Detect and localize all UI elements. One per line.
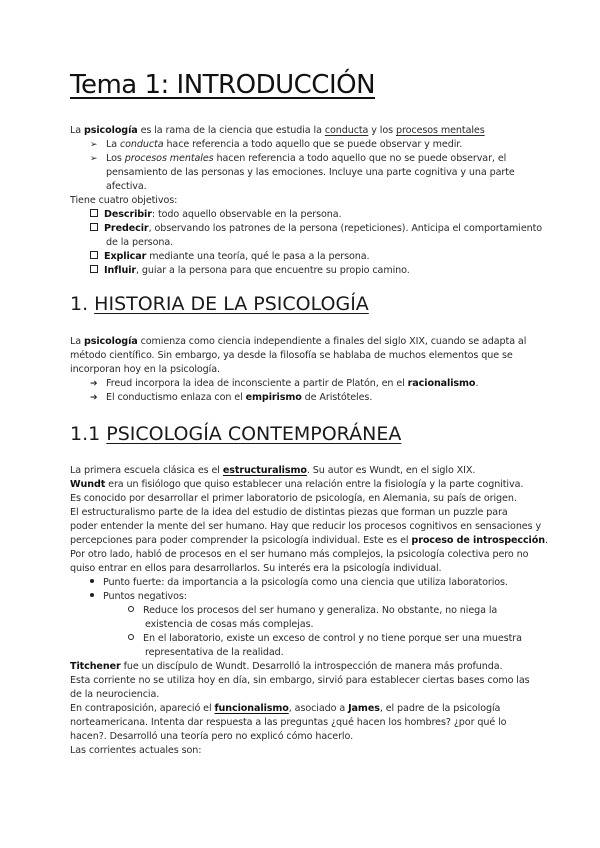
- list-item: Describir: todo aquello observable en la persona.: [90, 208, 342, 222]
- paragraph-line: Por otro lado, habló de procesos en el ser humano más complejos, la psicología colectiva pero no: [70, 549, 529, 560]
- list-item-continuation: representativa de la realidad.: [145, 647, 284, 658]
- objetivos-lead: Tiene cuatro objetivos:: [70, 195, 178, 206]
- list-item-continuation: de la persona.: [106, 237, 174, 248]
- paragraph-line: La psicología comienza como ciencia independiente a finales del siglo XIX, cuando se adapta al: [70, 336, 527, 347]
- bullet-icon: [90, 593, 94, 597]
- paragraph-line: norteamericana. Intenta dar respuesta a las preguntas ¿qué hacen los hombres? ¿por qué lo: [70, 717, 507, 728]
- paragraph-line: Wundt era un fisiólogo que quiso establecer una relación entre la fisiología y la parte cognitiva.: [70, 479, 524, 490]
- list-item: Predecir, observando los patrones de la persona (repeticiones). Anticipa el comportamiento: [90, 222, 542, 236]
- paragraph-line: El estructuralismo parte de la idea del estudio de distintas piezas que forman un puzzle para: [70, 507, 508, 518]
- paragraph-line: Es conocido por desarrollar el primer laboratorio de psicología, en Alemania, su país de origen.: [70, 493, 517, 504]
- list-item: Punto fuerte: da importancia a la psicología como una ciencia que utiliza laboratorios.: [90, 576, 508, 590]
- arrow-bullet-icon: ➢: [90, 154, 98, 164]
- list-item-continuation: existencia de cosas más complejas.: [145, 619, 314, 630]
- list-item: ➔ El conductismo enlaza con el empirismo de Aristóteles.: [90, 392, 373, 403]
- list-item: ➢ Los procesos mentales hacen referencia a todo aquello que no se puede observar, el: [90, 153, 507, 164]
- checkbox-bullet-icon: [90, 251, 98, 259]
- list-item: En el laboratorio, existe un exceso de control y no tiene porque ser una muestra: [128, 632, 522, 646]
- list-item-continuation: afectiva.: [106, 181, 147, 192]
- list-item: Explicar mediante una teoría, qué le pasa a la persona.: [90, 250, 370, 264]
- checkbox-bullet-icon: [90, 223, 98, 231]
- paragraph-line: hacen?. Desarrolló una teoría pero no explicó cómo hacerlo.: [70, 731, 354, 742]
- hollow-bullet-icon: [128, 606, 134, 612]
- checkbox-bullet-icon: [90, 209, 98, 217]
- list-item: Puntos negativos:: [90, 590, 187, 604]
- paragraph-line: Las corrientes actuales son:: [70, 745, 202, 756]
- arrow-right-icon: ➔: [90, 379, 98, 389]
- arrow-right-icon: ➔: [90, 393, 98, 403]
- paragraph-line: de la neurociencia.: [70, 689, 160, 700]
- list-item: Influir, guiar a la persona para que encuentre su propio camino.: [90, 264, 410, 278]
- bullet-icon: [90, 579, 94, 583]
- paragraph-line: percepciones para poder comprender la psicología individual. Este es el proceso de introspección.: [70, 535, 548, 546]
- section-heading-contemporanea: 1.1 PSICOLOGÍA CONTEMPORÁNEA: [70, 423, 402, 445]
- paragraph-line: Titchener fue un discípulo de Wundt. Desarrolló la introspección de manera más profunda.: [70, 661, 503, 672]
- list-item: ➔ Freud incorpora la idea de inconsciente a partir de Platón, en el racionalismo.: [90, 378, 479, 389]
- paragraph-line: La primera escuela clásica es el estructuralismo. Su autor es Wundt, en el siglo XIX.: [70, 465, 476, 476]
- list-item: Reduce los procesos del ser humano y generaliza. No obstante, no niega la: [128, 604, 497, 618]
- list-item: ➢ La conducta hace referencia a todo aquello que se puede observar y medir.: [90, 139, 463, 150]
- paragraph-line: En contraposición, apareció el funcionalismo, asociado a James, el padre de la psicología: [70, 703, 501, 714]
- paragraph-line: incorporan hoy en la psicología.: [70, 364, 220, 375]
- arrow-bullet-icon: ➢: [90, 140, 98, 150]
- paragraph-line: método científico. Sin embargo, ya desde la filosofía se hablaba de muchos elementos que se: [70, 350, 513, 361]
- paragraph-line: poder entender la mente del ser humano. Hay que reducir los procesos cognitivos en sensaciones y: [70, 521, 542, 532]
- section-heading-historia: 1. HISTORIA DE LA PSICOLOGÍA: [70, 293, 369, 315]
- paragraph-line: quiso entrar en ellos para desarrollarlos. Su interés era la psicología individual.: [70, 563, 442, 574]
- page-title: Tema 1: INTRODUCCIÓN: [70, 70, 376, 100]
- checkbox-bullet-icon: [90, 265, 98, 273]
- paragraph-line: Esta corriente no se utiliza hoy en día, sin embargo, sirvió para establecer ciertas bases como las: [70, 675, 530, 686]
- hollow-bullet-icon: [128, 634, 134, 640]
- list-item-continuation: pensamiento de las personas y las emociones. Incluye una parte cognitiva y una parte: [106, 167, 515, 178]
- intro-line: La psicología es la rama de la ciencia que estudia la conducta y los procesos mentales: [70, 125, 485, 136]
